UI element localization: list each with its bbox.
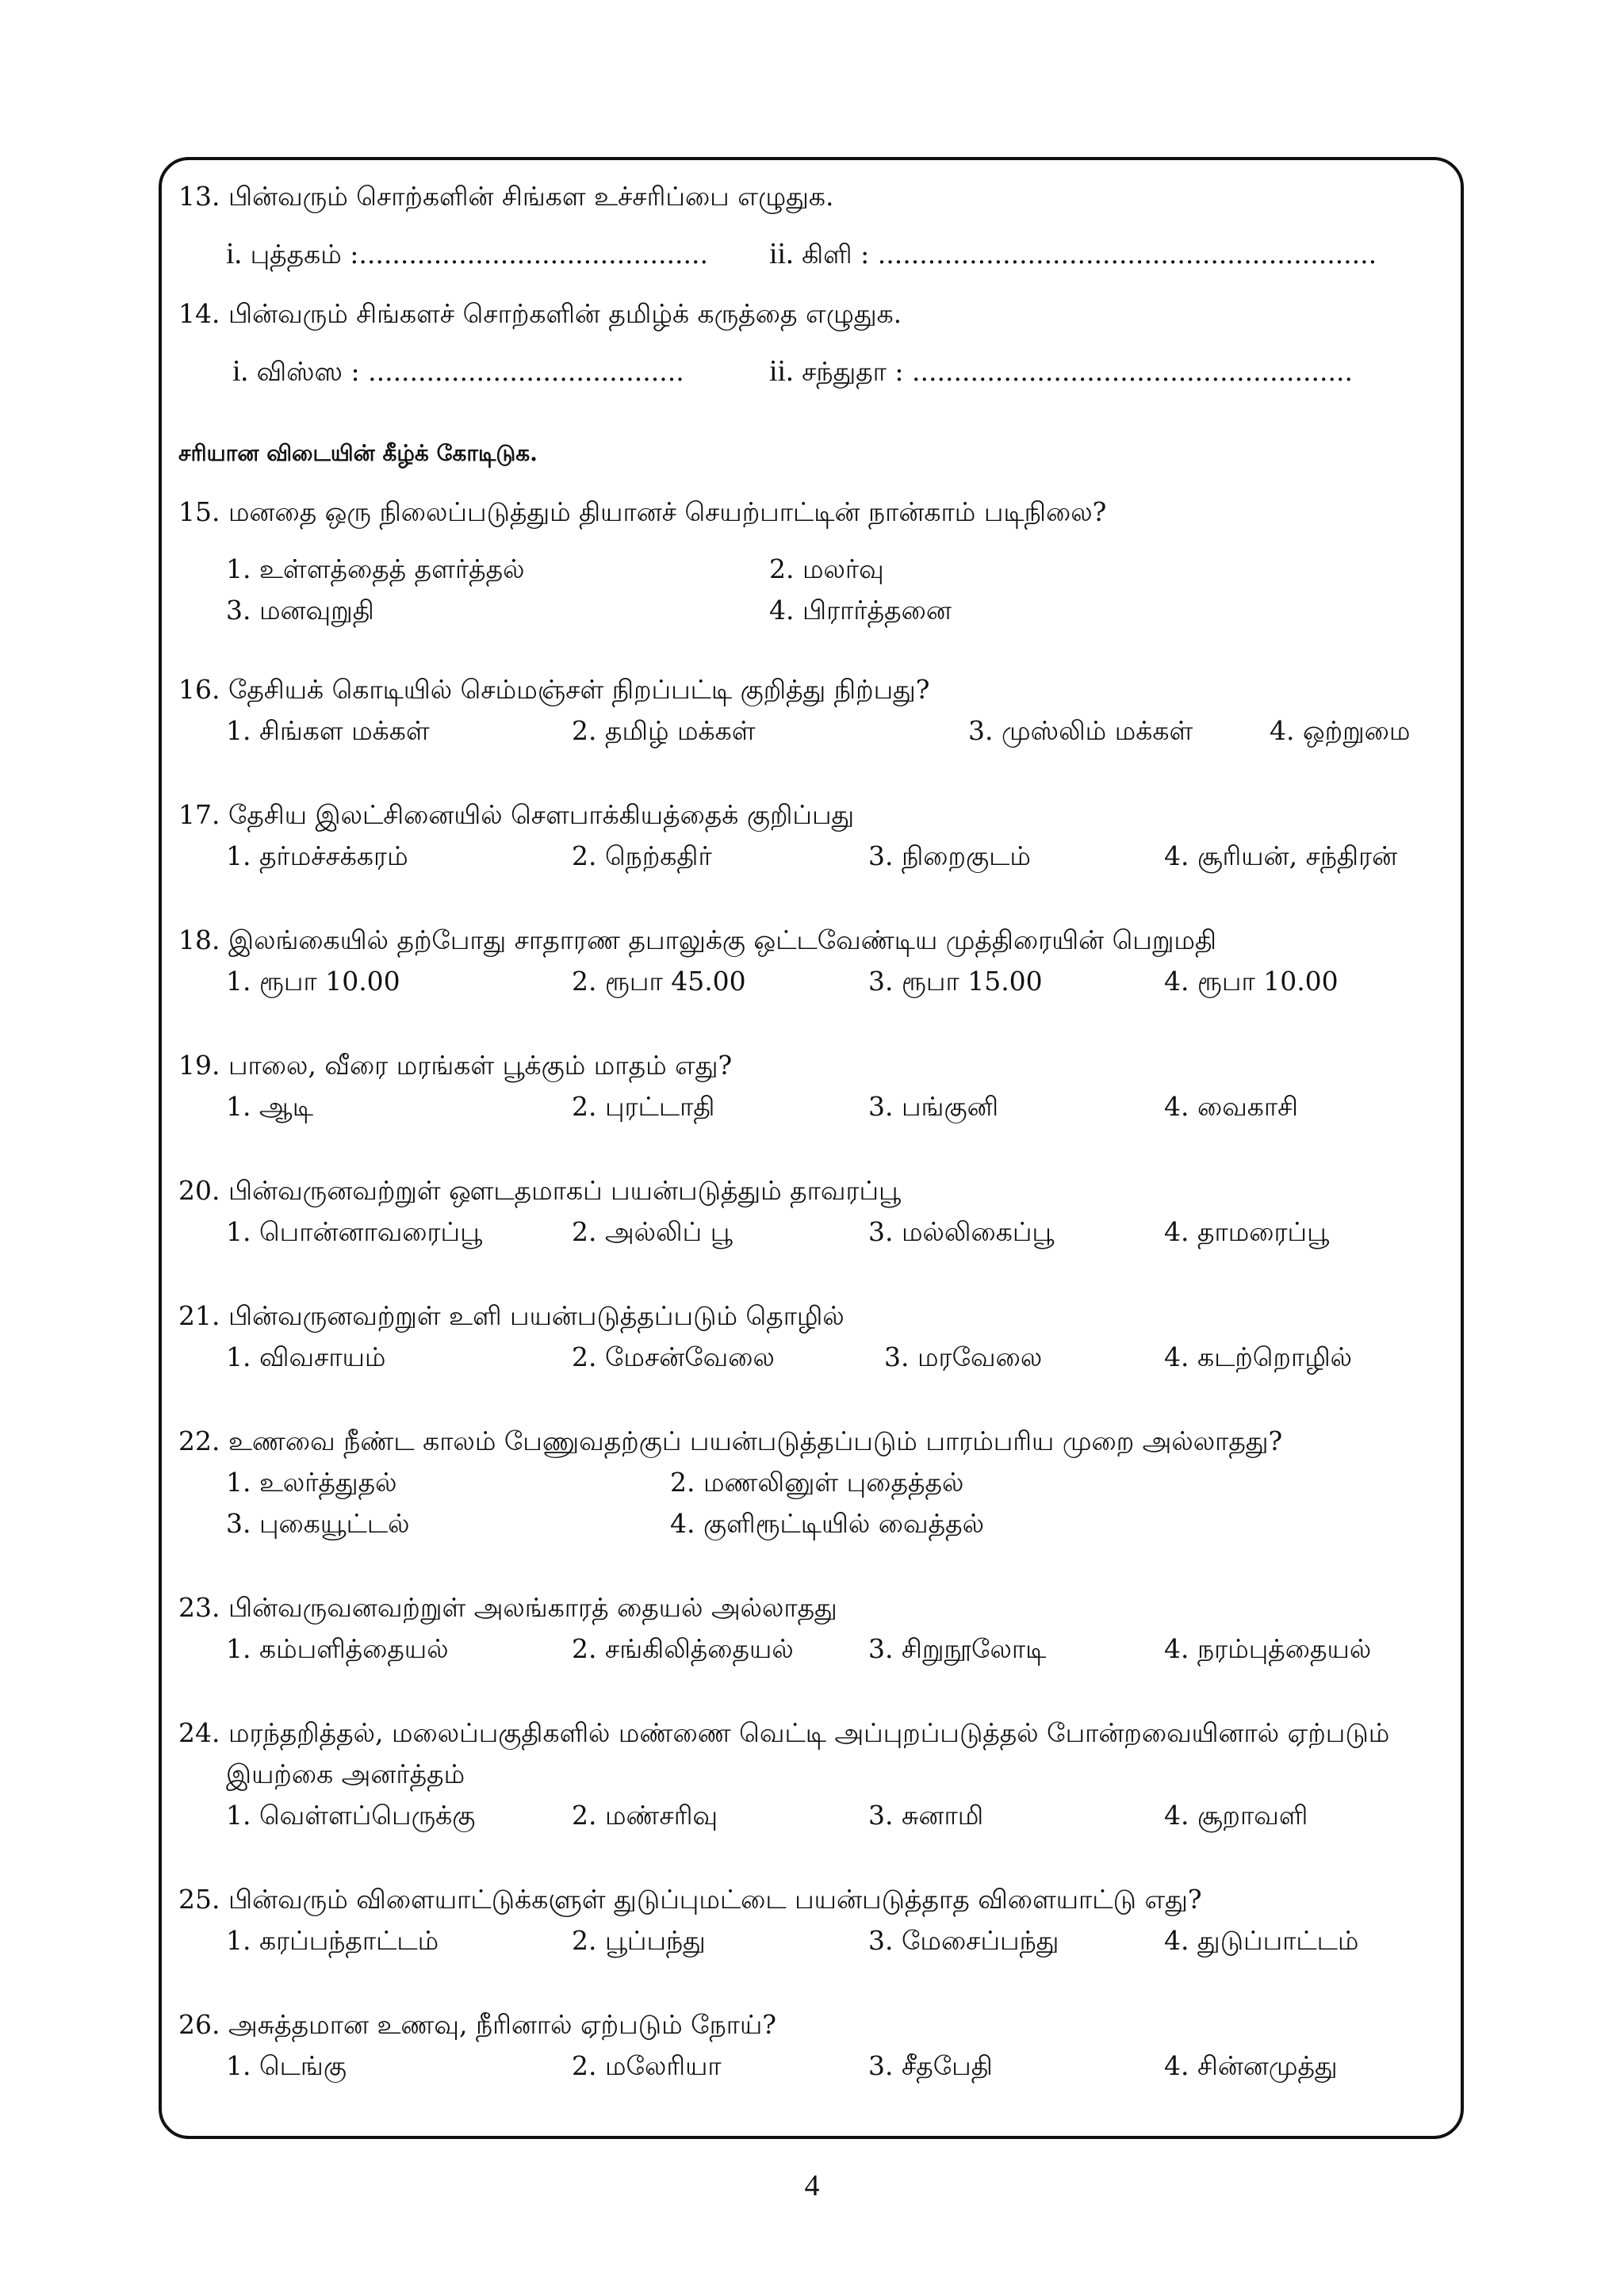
- q26-options: [178, 2049, 1455, 2083]
- q15-options-row1: [178, 553, 1455, 586]
- question-13-items: [178, 237, 1455, 270]
- q13-item-1-text: புத்தகம் :..........................................: [250, 239, 708, 270]
- q26-option-3: 3. சீதபேதி: [868, 2050, 993, 2081]
- q23-options: [178, 1632, 1455, 1666]
- q14-item-2-num: ii.: [769, 354, 794, 388]
- q23-option-2: 2. சங்கிலித்தையல்: [572, 1633, 794, 1664]
- q26-option-4: 4. சின்னமுத்து: [1164, 2050, 1338, 2081]
- q20-options: [178, 1215, 1455, 1249]
- q14-item-1-num: i.: [232, 354, 249, 388]
- q21-option-4: 4. கடற்றொழில்: [1164, 1341, 1353, 1372]
- q16-option-3: 3. முஸ்லிம் மக்கள்: [968, 715, 1193, 746]
- q22-option-4: 4. குளிரூட்டியில் வைத்தல்: [670, 1508, 984, 1539]
- q17-option-2: 2. நெற்கதிர்: [572, 840, 712, 871]
- q20-option-4: 4. தாமரைப்பூ: [1164, 1216, 1330, 1247]
- q24-option-1: 1. வெள்ளப்பெருக்கு: [226, 1800, 476, 1831]
- q22-option-1: 1. உலர்த்துதல்: [226, 1467, 397, 1498]
- question-16: 16. தேசியக் கொடியில் செம்மஞ்சள் நிறப்பட்டி குறித்து நிற்பது?: [178, 674, 930, 705]
- q16-option-4: 4. ஒற்றுமை: [1270, 715, 1411, 746]
- q19-option-4: 4. வைகாசி: [1164, 1091, 1298, 1122]
- q22-option-2: 2. மணலினுள் புதைத்தல்: [670, 1467, 964, 1498]
- question-17: 17. தேசிய இலட்சினையில் சௌபாக்கியத்தைக் குறிப்பது: [178, 799, 855, 830]
- q18-option-3: 3. ரூபா 15.00: [868, 966, 1043, 997]
- question-14: 14. பின்வரும் சிங்களச் சொற்களின் தமிழ்க் கருத்தை எழுதுக.: [178, 298, 902, 329]
- q13-item-2-num: ii.: [769, 237, 794, 270]
- q13-item-2-text: கிளி : ............................................................: [802, 239, 1377, 270]
- q21-option-2: 2. மேசன்வேலை: [572, 1341, 775, 1372]
- q18-options: [178, 965, 1455, 998]
- q15-option-1: 1. உள்ளத்தைத் தளர்த்தல்: [226, 553, 525, 584]
- q19-options: [178, 1090, 1455, 1123]
- question-18: 18. இலங்கையில் தற்போது சாதாரண தபாலுக்கு ஒட்டவேண்டிய முத்திரையின் பெறுமதி: [178, 924, 1217, 955]
- q25-option-1: 1. கரப்பந்தாட்டம்: [226, 1925, 439, 1956]
- q21-option-1: 1. விவசாயம்: [226, 1341, 386, 1372]
- question-20: 20. பின்வருனவற்றுள் ஔடதமாகப் பயன்படுத்தும் தாவரப்பூ: [178, 1175, 901, 1206]
- q23-option-3: 3. சிறுநூலோடி: [868, 1633, 1047, 1664]
- q20-option-2: 2. அல்லிப் பூ: [572, 1216, 733, 1247]
- q18-option-4: 4. ரூபா 10.00: [1164, 966, 1339, 997]
- q26-option-2: 2. மலேரியா: [572, 2050, 722, 2081]
- q25-options: [178, 1924, 1455, 1957]
- q16-option-2: 2. தமிழ் மக்கள்: [572, 715, 756, 746]
- q24-options: [178, 1799, 1455, 1832]
- q21-option-3: 3. மரவேலை: [884, 1341, 1043, 1372]
- question-23: 23. பின்வருவனவற்றுள் அலங்காரத் தையல் அல்லாதது: [178, 1592, 837, 1623]
- q18-option-1: 1. ரூபா 10.00: [226, 966, 400, 997]
- q23-option-1: 1. கம்பளித்தையல்: [226, 1633, 449, 1664]
- q19-option-3: 3. பங்குனி: [868, 1091, 999, 1122]
- page-number: 4: [804, 2169, 820, 2202]
- section-instruction: சரியான விடையின் கீழ்க் கோடிடுக.: [178, 440, 538, 466]
- question-15: 15. மனதை ஒரு நிலைப்படுத்தும் தியானச் செயற்பாட்டின் நான்காம் படிநிலை?: [178, 496, 1107, 527]
- question-24-continued: இயற்கை அனர்த்தம்: [226, 1758, 465, 1789]
- q24-option-2: 2. மண்சரிவு: [572, 1800, 718, 1831]
- q25-option-3: 3. மேசைப்பந்து: [868, 1925, 1059, 1956]
- q26-option-1: 1. டெங்கு: [226, 2050, 347, 2081]
- q16-option-1: 1. சிங்கள மக்கள்: [226, 715, 430, 746]
- q25-option-4: 4. துடுப்பாட்டம்: [1164, 1925, 1359, 1956]
- q18-option-2: 2. ரூபா 45.00: [572, 966, 746, 997]
- q17-option-1: 1. தர்மச்சக்கரம்: [226, 840, 408, 871]
- q15-option-2: 2. மலர்வு: [769, 553, 884, 584]
- q15-option-3: 3. மனவுறுதி: [226, 595, 374, 626]
- q20-option-3: 3. மல்லிகைப்பூ: [868, 1216, 1055, 1247]
- q21-options: [178, 1341, 1455, 1374]
- q19-option-2: 2. புரட்டாதி: [572, 1091, 715, 1122]
- q16-options: [178, 714, 1455, 748]
- q19-option-1: 1. ஆடி: [226, 1091, 313, 1122]
- q17-option-3: 3. நிறைகுடம்: [868, 840, 1031, 871]
- exam-content: [178, 170, 1455, 2083]
- q17-option-4: 4. சூரியன், சந்திரன்: [1164, 840, 1398, 871]
- q24-option-3: 3. சுனாமி: [868, 1800, 984, 1831]
- q24-option-4: 4. சூறாவளி: [1164, 1800, 1308, 1831]
- question-13: 13. பின்வரும் சொற்களின் சிங்கள உச்சரிப்பை எழுதுக.: [178, 181, 834, 212]
- q15-option-4: 4. பிரார்த்தனை: [769, 595, 952, 626]
- question-26: 26. அசுத்தமான உணவு, நீரினால் ஏற்படும் நோய்?: [178, 2009, 776, 2040]
- q25-option-2: 2. பூப்பந்து: [572, 1925, 706, 1956]
- q22-options-row2: [178, 1507, 1455, 1540]
- q20-option-1: 1. பொன்னாவரைப்பூ: [226, 1216, 483, 1247]
- q17-options: [178, 840, 1455, 873]
- q14-item-2-text: சந்துதா : .....................................................: [802, 356, 1353, 387]
- q22-options-row1: [178, 1466, 1455, 1499]
- q23-option-4: 4. நரம்புத்தையல்: [1164, 1633, 1372, 1664]
- question-25: 25. பின்வரும் விளையாட்டுக்களுள் துடுப்புமட்டை பயன்படுத்தாத விளையாட்டு எது?: [178, 1884, 1202, 1915]
- question-21: 21. பின்வருனவற்றுள் உளி பயன்படுத்தப்படும் தொழில்: [178, 1300, 845, 1331]
- q22-option-3: 3. புகையூட்டல்: [226, 1508, 410, 1539]
- question-22: 22. உணவை நீண்ட காலம் பேணுவதற்குப் பயன்படுத்தப்படும் பாரம்பரிய முறை அல்லாதது?: [178, 1425, 1283, 1456]
- question-14-items: [178, 354, 1455, 388]
- q15-options-row2: [178, 594, 1455, 627]
- q13-item-1-num: i.: [226, 237, 243, 270]
- question-24: 24. மரந்தறித்தல், மலைப்பகுதிகளில் மண்ணை வெட்டி அப்புறப்படுத்தல் போன்றவையினால் ஏற்படும்: [178, 1717, 1390, 1748]
- q14-item-1-text: விஸ்ஸ : ......................................: [256, 356, 684, 387]
- question-19: 19. பாலை, வீரை மரங்கள் பூக்கும் மாதம் எது?: [178, 1050, 733, 1081]
